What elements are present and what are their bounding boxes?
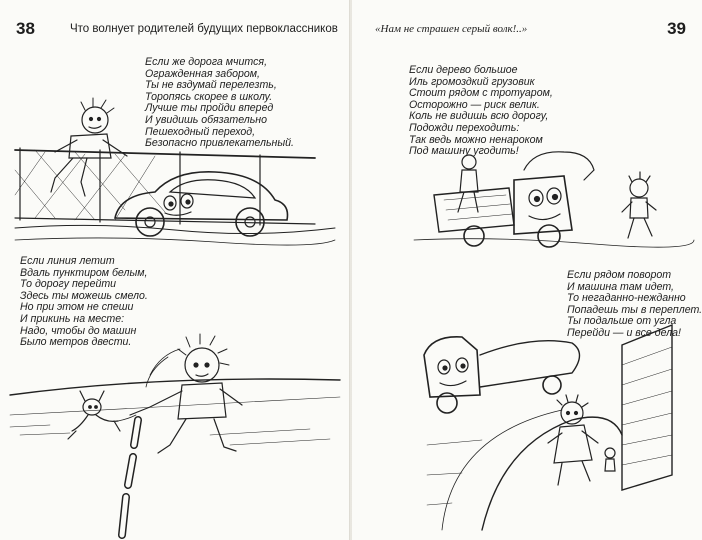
poem-line: Коль не видишь всю дорогу, [409, 110, 549, 123]
poem-line: Попадешь ты в переплет. [567, 303, 702, 316]
poem-line: Ты подальше от угла [567, 315, 677, 328]
right-page [352, 0, 702, 540]
poem-line: Ты не вздумай перелезть, [145, 79, 277, 92]
poem-line: Так ведь можно ненароком [409, 133, 543, 146]
poem-line: Безопасно привлекательный. [145, 137, 294, 150]
poem-line: И машина там идет, [567, 280, 674, 293]
poem-line: Лучше ты пройди вперед [145, 102, 274, 115]
poem-line: Под машину угодить! [409, 145, 519, 158]
poem-line: Осторожно — риск велик. [409, 98, 540, 111]
poem-line: Если линия летит [20, 255, 115, 267]
page-number: 39 [667, 19, 686, 38]
truck-and-boy-illustration [414, 140, 694, 255]
poem-line: Если рядом поворот [567, 269, 672, 281]
poem-line: Пешеходный переход, [145, 125, 256, 138]
poem-line: Огражденная забором, [145, 67, 260, 80]
poem-line: То негаданно-нежданно [567, 292, 686, 305]
poem-line: Подожди переходить: [409, 121, 520, 134]
poem-line: И прикинь на месте: [20, 312, 125, 325]
poem-line: Иль громоздкий грузовик [409, 75, 535, 88]
boy-and-dog-illustration [10, 335, 340, 535]
running-head: «Нам не страшен серый волк!..» [375, 23, 528, 35]
poem-line: Вдаль пунктиром белым, [20, 266, 148, 279]
poem-line: Если же дорога мчится, [145, 56, 268, 68]
boy-on-fence-illustration [15, 100, 335, 250]
poem-line: То дорогу перейти [20, 278, 117, 291]
poem-line: И увидишь обязательно [145, 113, 268, 126]
poem-line: Перейди — и все дела! [567, 326, 681, 339]
left-page [0, 0, 350, 540]
running-head: Что волнует родителей будущих первоклассников [70, 23, 338, 35]
poem-line: Было метров двести. [20, 336, 132, 349]
poem-line: Надо, чтобы до машин [20, 324, 137, 337]
truck-and-girl-illustration [422, 325, 692, 530]
poem-line: Стоит рядом с тротуаром, [409, 87, 553, 100]
page-number: 38 [16, 19, 35, 38]
poem-line: Но при этом не спеши [20, 301, 134, 314]
poem-line: Торопясь скорее в школу. [145, 90, 273, 103]
poem-line: Если дерево большое [409, 64, 518, 76]
poem-line: Здесь ты можешь смело. [20, 289, 148, 302]
